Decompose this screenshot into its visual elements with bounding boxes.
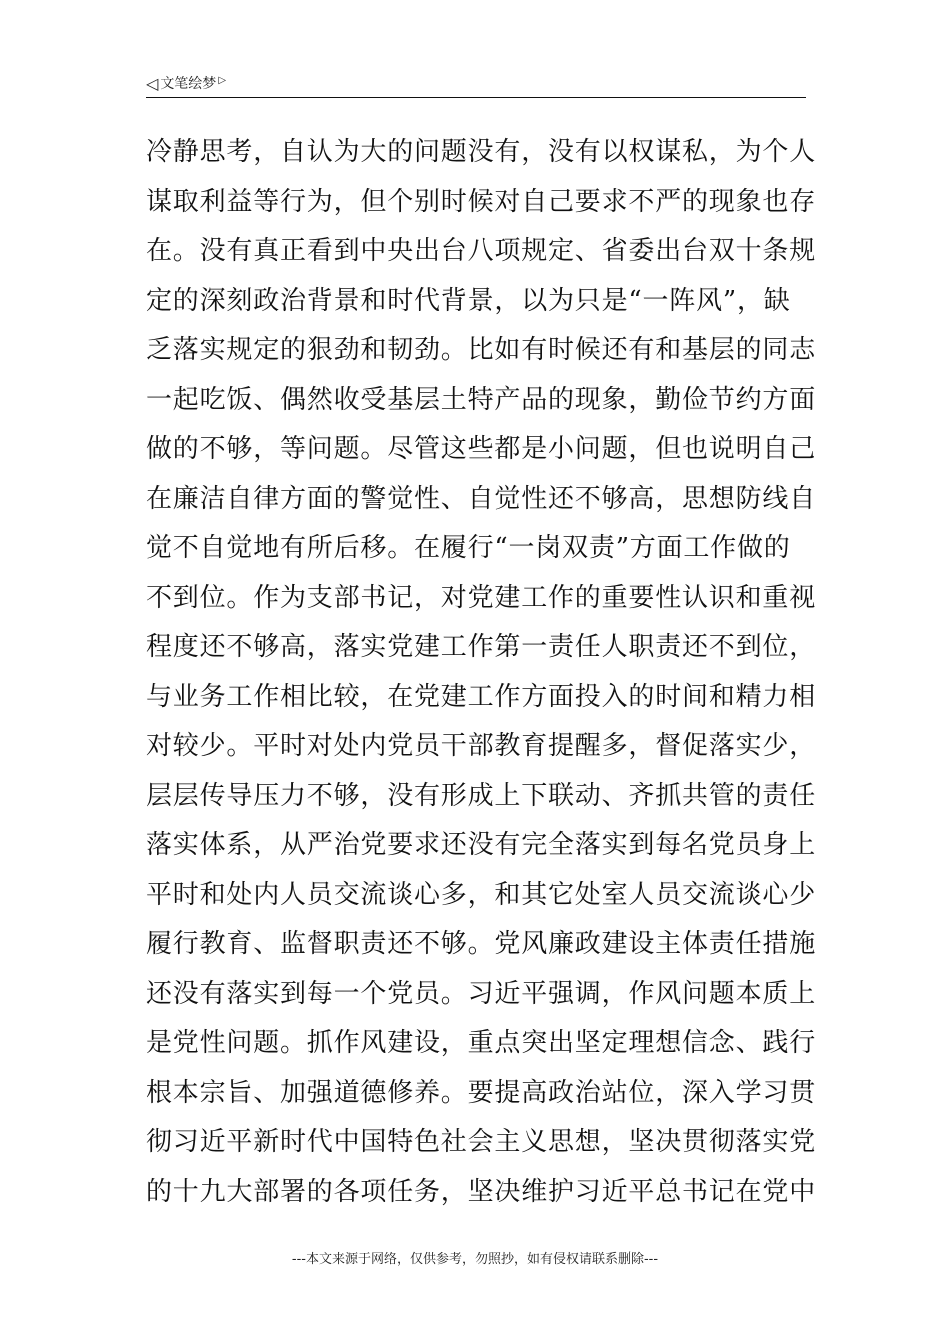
document-header	[146, 74, 226, 94]
body-text	[146, 128, 826, 1217]
text-line: 定的深刻政治背景和时代背景，以为只是“一阵风”，缺	[146, 285, 791, 316]
text-line: 谋取利益等行为，但个别时候对自己要求不严的现象也存	[146, 186, 817, 217]
text-line: 的十九大部署的各项任务，坚决维护习近平总书记在党中	[146, 1176, 817, 1207]
text-line: 根本宗旨、加强道德修养。要提高政治站位，深入学习贯	[146, 1077, 817, 1108]
text-line: 履行教育、监督职责还不够。党风廉政建设主体责任措施	[146, 929, 817, 959]
text-line: 还没有落实到每一个党员。习近平强调，作风问题本质上	[146, 978, 817, 1009]
text-line: 觉不自觉地有所后移。在履行“一岗双责”方面工作做的	[146, 533, 791, 563]
text-line: 是党性问题。抓作风建设，重点突出坚定理想信念、践行	[146, 1028, 817, 1058]
text-line: 落实体系，从严治党要求还没有完全落实到每名党员身上	[146, 830, 817, 860]
text-line: 在。没有真正看到中央出台八项规定、省委出台双十条规	[146, 236, 817, 266]
text-line: 彻习近平新时代中国特色社会主义思想，坚决贯彻落实党	[146, 1127, 817, 1157]
text-line: 对较少。平时对处内党员干部教育提醒多，督促落实少，	[146, 731, 817, 761]
text-line: 与业务工作相比较，在党建工作方面投入的时间和精力相	[146, 681, 817, 712]
text-line: 在廉洁自律方面的警觉性、自觉性还不够高，思想防线自	[146, 483, 817, 514]
footer-disclaimer: ---本文来源于网络，仅供参考，勿照抄，如有侵权请联系删除---	[291, 1252, 659, 1267]
text-line: 冷静思考，自认为大的问题没有，没有以权谋私，为个人	[146, 137, 817, 167]
header-title: 文笔绘梦	[160, 76, 217, 92]
text-line: 一起吃饭、偶然收受基层土特产品的现象，勤俭节约方面	[146, 384, 817, 415]
text-line: 乏落实规定的狠劲和韧劲。比如有时候还有和基层的同志	[146, 335, 817, 365]
text-line: 做的不够，等问题。尽管这些都是小问题，但也说明自己	[146, 434, 817, 464]
header-divider	[146, 97, 806, 98]
text-line: 层层传导压力不够，没有形成上下联动、齐抓共管的责任	[146, 780, 817, 811]
left-triangle-icon: ◁	[146, 74, 159, 93]
text-line: 平时和处内人员交流谈心多，和其它处室人员交流谈心少	[146, 879, 817, 910]
text-line: 程度还不够高，落实党建工作第一责任人职责还不到位，	[146, 632, 817, 662]
right-triangle-icon: ▷	[218, 75, 227, 86]
text-line: 不到位。作为支部书记，对党建工作的重要性认识和重视	[146, 582, 817, 613]
